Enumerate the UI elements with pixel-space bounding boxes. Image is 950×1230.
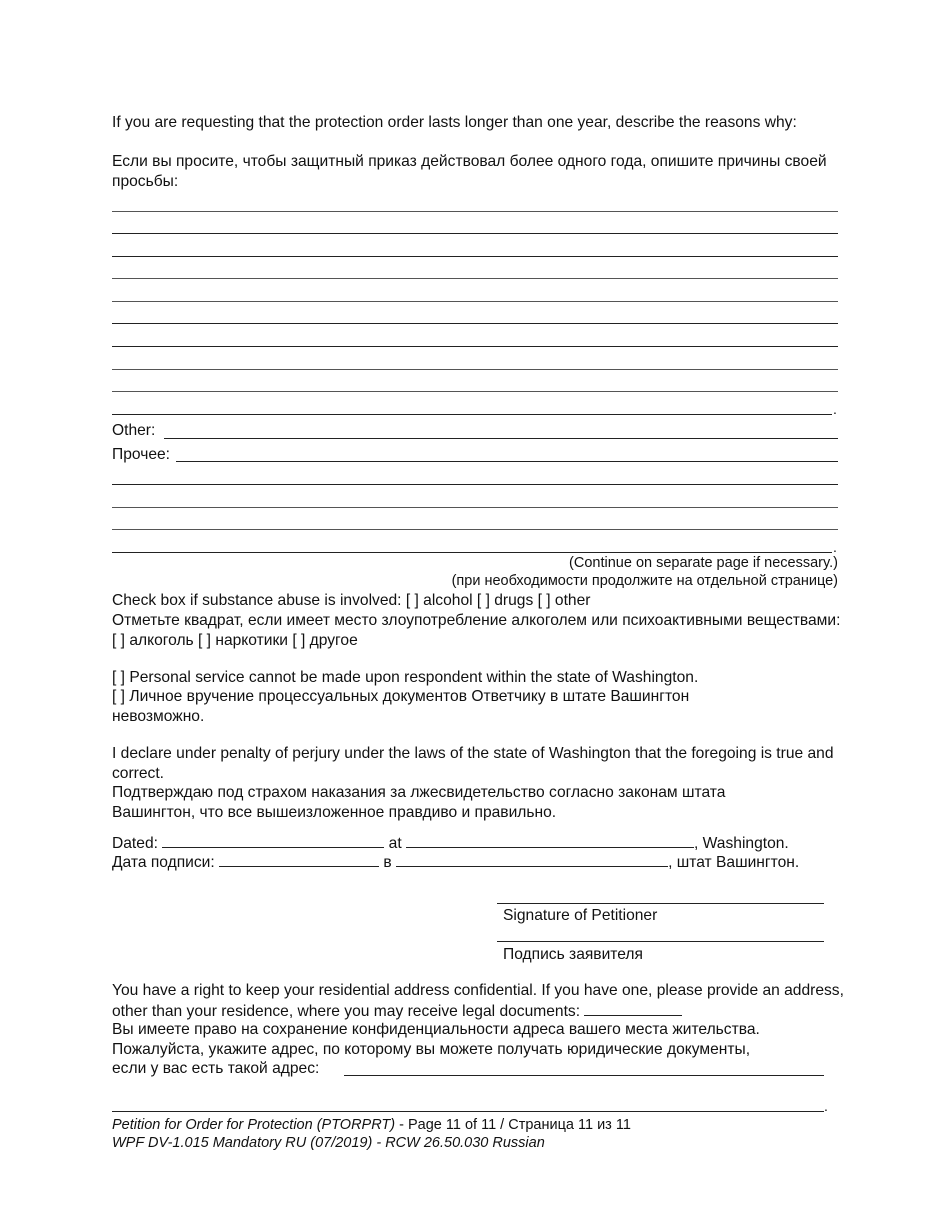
address-field-en[interactable] (584, 1001, 682, 1016)
continue-note-en: (Continue on separate page if necessary.) (569, 555, 838, 571)
footer-form-id: WPF DV-1.015 Mandatory RU (07/2019) - RCW 26.50.030 Russian (112, 1135, 545, 1151)
reasons-instruction-ru: Если вы просите, чтобы защитный приказ действовал более одного года, опишите причины своей просьбы: (112, 153, 827, 190)
address-notice-ru-3: если у вас есть такой адрес: (112, 1060, 320, 1077)
footer-title-row (112, 1116, 631, 1134)
answer-line[interactable] (112, 301, 838, 302)
dated-label-ru: Дата подписи: (112, 854, 215, 871)
substance-abuse-en: Check box if substance abuse is involved: [ ] alcohol [ ] drugs [ ] other (112, 592, 591, 609)
city-field[interactable] (406, 833, 694, 848)
at-label: at (388, 835, 402, 852)
answer-line[interactable] (112, 414, 832, 415)
city-field-ru[interactable] (396, 852, 668, 867)
answer-line[interactable] (112, 552, 832, 553)
address-notice-ru-2: Пожалуйста, укажите адрес, по которому вы можете получать юридические документы, (112, 1041, 751, 1058)
other-label-ru: Прочее: (112, 446, 171, 463)
answer-line[interactable] (112, 211, 838, 212)
state-label: , Washington. (694, 835, 789, 852)
footer-rule (112, 1111, 824, 1112)
address-field-ru[interactable] (344, 1075, 824, 1076)
answer-line[interactable] (112, 233, 838, 234)
at-label-ru: в (383, 854, 392, 871)
signature-line[interactable] (497, 903, 824, 904)
substance-abuse-ru: Отметьте квадрат, если имеет место злоупотребление алкоголем или психоактивными веществами: [ ] алкоголь [ ] наркотики [ ] другое (112, 612, 841, 649)
footer-title: Petition for Order for Protection (PTORPRT) (112, 1117, 396, 1133)
answer-line[interactable] (112, 256, 838, 257)
answer-line[interactable] (112, 529, 838, 530)
footer-page: - Page 11 of 11 / Страница 11 из 11 (395, 1117, 631, 1133)
address-notice-ru-1: Вы имеете право на сохранение конфиденциальности адреса вашего места жительства. (112, 1021, 760, 1038)
signature-line-ru[interactable] (497, 941, 824, 942)
period-mark: . (833, 539, 837, 555)
period-mark: . (824, 1098, 828, 1114)
personal-service-en: [ ] Personal service cannot be made upon respondent within the state of Washington. (112, 669, 699, 686)
dated-row-ru (112, 852, 799, 873)
period-mark: . (833, 401, 837, 417)
address-notice-en-text: You have a right to keep your residential address confidential. If you have one, please provide an address, other than your residence, where you may receive legal documents: (112, 982, 844, 1020)
dated-row-en (112, 833, 789, 854)
date-field-ru[interactable] (219, 852, 379, 867)
dated-label: Dated: (112, 835, 158, 852)
signature-label-en: Signature of Petitioner (503, 907, 658, 924)
personal-service-ru: [ ] Личное вручение процессуальных документов Ответчику в штате Вашингтон невозможно. (112, 688, 690, 725)
answer-line[interactable] (112, 323, 838, 324)
signature-label-ru: Подпись заявителя (503, 946, 643, 963)
answer-line[interactable] (112, 278, 838, 279)
date-field[interactable] (162, 833, 384, 848)
other-label-en: Other: (112, 422, 156, 439)
answer-line[interactable] (112, 507, 838, 508)
continue-note-ru: (при необходимости продолжите на отдельной странице) (451, 573, 838, 589)
other-line-ru[interactable] (176, 461, 838, 462)
answer-line[interactable] (112, 391, 838, 392)
declaration-en: I declare under penalty of perjury under the laws of the state of Washington that the foregoing is true and correct. (112, 745, 834, 782)
answer-line[interactable] (112, 346, 838, 347)
answer-line[interactable] (112, 484, 838, 485)
answer-line[interactable] (112, 369, 838, 370)
declaration-ru: Подтверждаю под страхом наказания за лжесвидетельство согласно законам штата Вашингтон, что все вышеизложенное правдиво и правильно. (112, 784, 726, 821)
reasons-instruction-en: If you are requesting that the protection order lasts longer than one year, describe the reasons why: (112, 114, 797, 131)
address-notice-en (112, 981, 852, 1021)
state-label-ru: , штат Вашингтон. (668, 854, 800, 871)
other-line[interactable] (164, 438, 838, 439)
